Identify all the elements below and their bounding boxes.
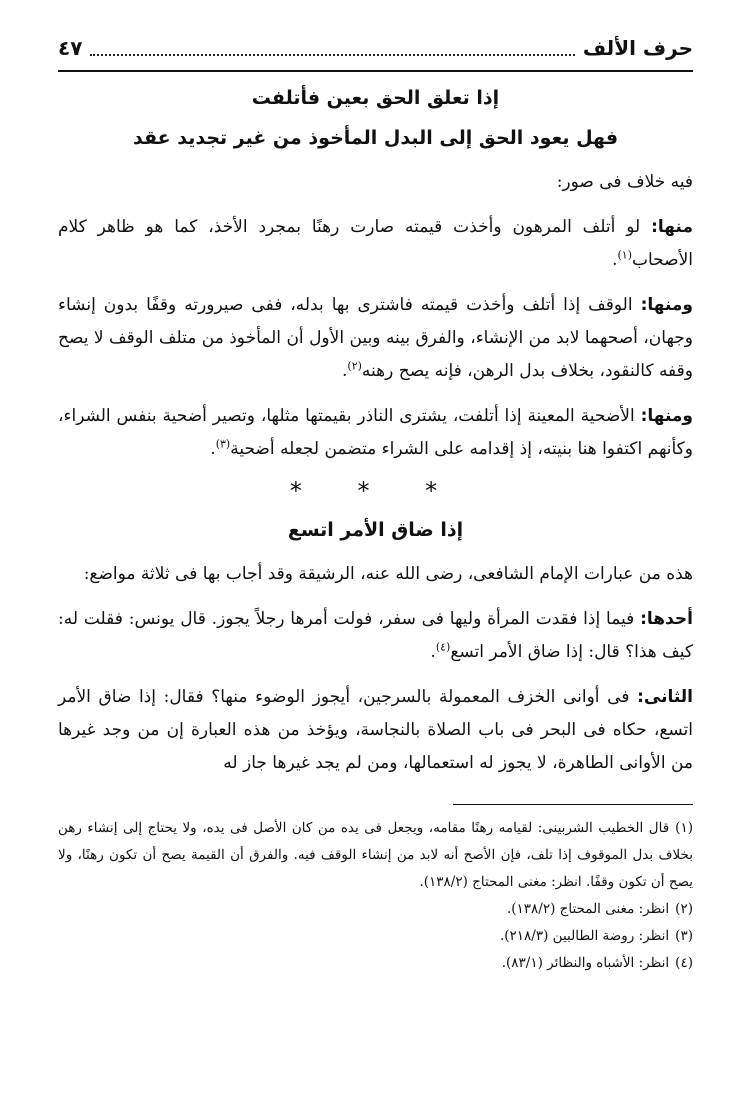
paragraph-text: فى أوانى الخزف المعمولة بالسرجين، أيجوز الوضوء منها؟ فقال: إذا ضاق الأمر اتسع، حكاه فى البحر فى باب الصلاة بالنجاسة، ويؤخذ من هذه العبارة إن من وجد غيرها من الأوانى الطاهرة، لا يجوز له استعمالها، ومن لم يجد غيرها جاز له [58, 687, 693, 773]
footnote-rule [453, 804, 693, 805]
paragraph [58, 681, 693, 780]
paragraph [58, 211, 693, 277]
paragraph [58, 603, 693, 669]
footnote-number: (٣) [675, 928, 693, 944]
paragraph [58, 400, 693, 466]
paragraph-text: فيما إذا فقدت المرأة وليها فى سفر، فولت أمرها رجلاً يجوز. قال يونس: فقلت له: كيف هذا؟ قال: إذا ضاق الأمر اتسع [58, 609, 693, 662]
footnote [58, 896, 693, 923]
section-intro: هذه من عبارات الإمام الشافعى، رضى الله عنه، الرشيقة وقد أجاب بها فى ثلاثة مواضع: [83, 564, 693, 584]
paragraph-end: . [612, 250, 618, 270]
footnote-text: انظر: روضة الطالبين (٢١٨/٣). [499, 928, 670, 944]
paragraph-text: الأضحية المعينة إذا أتلفت، يشترى الناذر بقيمتها مثلها، وتصير أضحية بنفس الشراء، وكأنهم اكتفوا هنا بنيته، إذ إقدامه على الشراء متضمن لجعله أضحية [58, 406, 693, 459]
book-page [58, 30, 693, 977]
page-number: ٤٧ [58, 36, 83, 60]
section-intro: فيه خلاف فى صور: [556, 172, 693, 192]
paragraph-lead: ومنها: [640, 295, 693, 315]
paragraph-end: . [210, 439, 216, 459]
footnote-ref: (٣) [215, 437, 231, 451]
paragraph-lead: أحدها: [640, 609, 693, 629]
paragraph-end: . [430, 642, 436, 662]
paragraph [58, 289, 693, 388]
footnote-text: انظر: الأشباه والنظائر (٨٣/١). [501, 955, 670, 971]
footnote-ref: (٤) [435, 640, 451, 654]
footnote-ref: (١) [617, 248, 632, 262]
section-title: إذا تعلق الحق بعين فأتلفت [251, 87, 500, 109]
running-header [58, 30, 693, 66]
paragraph-lead: ومنها: [640, 406, 693, 426]
footnote-number: (٢) [675, 901, 693, 917]
section-title: إذا ضاق الأمر اتسع [287, 519, 464, 541]
chapter-title: حرف الألف [582, 36, 693, 60]
paragraph-lead: الثانى: [637, 687, 693, 707]
footnote-number: (١) [675, 820, 693, 836]
footnote-text: قال الخطيب الشربينى: لقيامه رهنًا مقامه، ويجعل فى يده من كان الأصل فى يده، ولا يحتاج إلى إنشاء رهن بخلاف بدل الموقوف إذا تلف، فإن الأصح أنه لابد من إنشاء الوقف فيه. والفرق أن القيمة يصح أن تكون رهنًا، ولا يصح أن تكون وقفًا. انظر: مغنى المحتاج (١٣٨/٢). [58, 820, 693, 890]
footnote [58, 923, 693, 950]
footnote [58, 815, 693, 896]
footnote-ref: (٢) [347, 359, 362, 373]
footnote-text: انظر: مغنى المحتاج (١٣٨/٢). [506, 901, 670, 917]
section-subtitle: فهل يعود الحق إلى البدل المأخوذ من غير تجديد عقد [132, 127, 619, 149]
section-separator: * * * [289, 477, 462, 505]
footnote [58, 950, 693, 977]
paragraph-text: الوقف إذا أتلف وأخذت قيمته فاشترى بها بدله، ففى صيرورته وقفًا بدون إنشاء وجهان، أصحهما لابد من الإنشاء، والفرق بينه وبين الأول أن المأخوذ من متلف الوقف لا يصح وقفه كالنقود، بخلاف بدل الرهن، فإنه يصح رهنه [58, 295, 693, 381]
paragraph-end: . [342, 361, 348, 381]
header-dot-leader [90, 54, 574, 56]
footnote-number: (٤) [675, 955, 693, 971]
header-rule [58, 70, 693, 72]
paragraph-text: لو أتلف المرهون وأخذت قيمته صارت رهنًا بمجرد الأخذ، كما هو ظاهر كلام الأصحاب [58, 217, 693, 270]
paragraph-lead: منها: [651, 217, 693, 237]
